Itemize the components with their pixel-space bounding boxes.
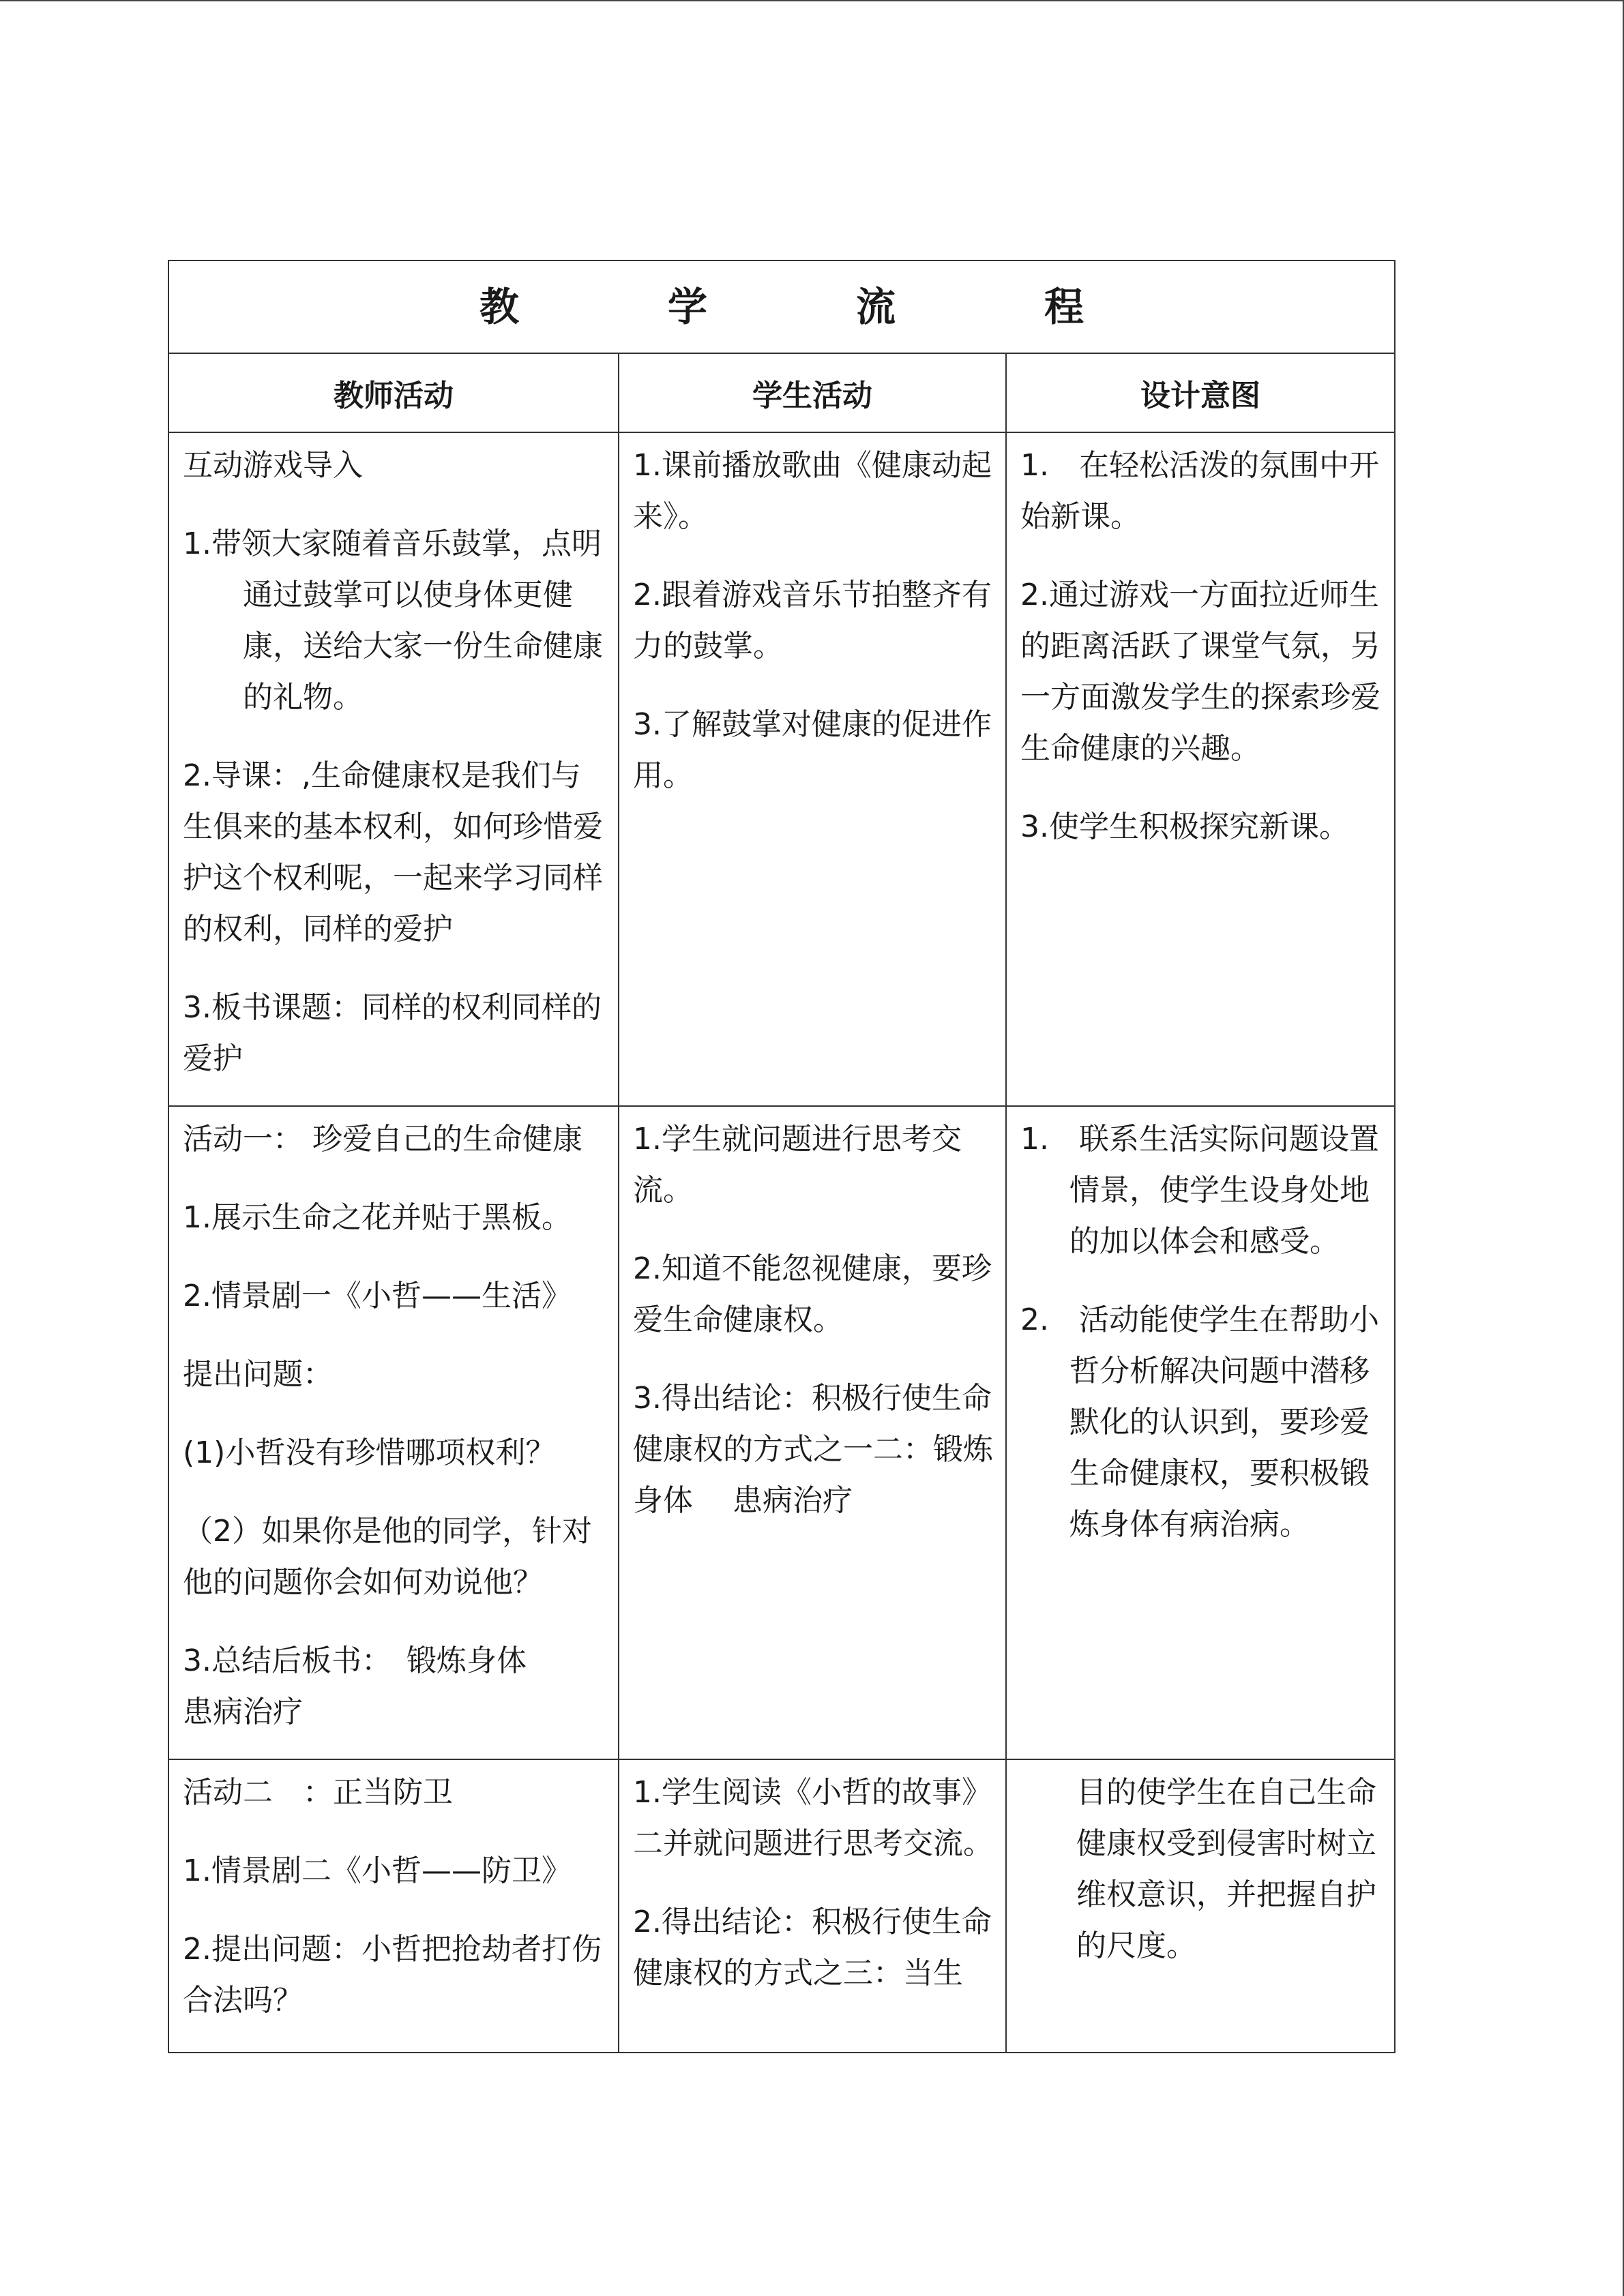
cell-paragraph: （2）如果你是他的同学，针对他的问题你会如何劝说他？	[183, 1514, 592, 1600]
cell-paragraph: 2.提出问题：小哲把抢劫者打伤合法吗？	[183, 1932, 602, 2018]
cell-paragraph: 互动游戏导入	[183, 448, 363, 483]
header-student-label: 学生活动	[752, 378, 872, 413]
cell-paragraph: 活动二 ：正当防卫	[183, 1775, 453, 1810]
cell-paragraph: 2. 活动能使学生在帮助小哲分析解决问题中潜移默化的认识到，要珍爱生命健康权，要积极锻炼身体有病治病。	[1020, 1302, 1379, 1542]
cell-paragraph: 2.得出结论：积极行使生命健康权的方式之三：当生	[633, 1905, 992, 1991]
teaching-flow-table	[168, 260, 1396, 2053]
cell-paragraph: 3.板书课题：同样的权利同样的爱护	[183, 990, 602, 1076]
cell-paragraph: 活动一： 珍爱自己的生命健康	[183, 1122, 582, 1157]
cell-paragraph: 2.通过游戏一方面拉近师生的距离活跃了课堂气氛，另一方面激发学生的探索珍爱生命健康的兴趣。	[1020, 578, 1381, 766]
cell-paragraph: 2.情景剧一《小哲——生活》	[183, 1279, 572, 1313]
student-cell	[619, 432, 1006, 1106]
cell-paragraph: 2.知道不能忽视健康，要珍爱生命健康权。	[633, 1251, 992, 1337]
table-row	[168, 1106, 1395, 1759]
cell-paragraph: 提出问题：	[183, 1357, 333, 1392]
header-teacher-label: 教师活动	[334, 378, 454, 413]
cell-paragraph: 1.学生就问题进行思考交流。	[633, 1122, 962, 1208]
cell-paragraph: 3.了解鼓掌对健康的促进作用。	[633, 707, 992, 793]
cell-paragraph: 2.跟着游戏音乐节拍整齐有力的鼓掌。	[633, 578, 992, 664]
header-row	[168, 353, 1395, 432]
teacher-cell	[168, 432, 619, 1106]
cell-paragraph: 2.导课：,生命健康权是我们与生俱来的基本权利，如何珍惜爱护这个权利呢，一起来学习同样的权利，同样的爱护	[183, 758, 603, 946]
cell-paragraph: 1. 在轻松活泼的氛围中开始新课。	[1020, 448, 1379, 534]
title-cell	[168, 260, 1395, 353]
design-cell	[1006, 1759, 1395, 2053]
page-border-top	[0, 0, 1624, 1]
cell-paragraph: 1.展示生命之花并贴于黑板。	[183, 1200, 572, 1235]
header-teacher	[168, 353, 619, 432]
cell-paragraph: 1.学生阅读《小哲的故事》二并就问题进行思考交流。	[633, 1775, 993, 1861]
cell-paragraph: 3.使学生积极探究新课。	[1020, 809, 1349, 844]
cell-paragraph: 1. 联系生活实际问题设置情景，使学生设身处地的加以体会和感受。	[1020, 1122, 1379, 1259]
cell-paragraph: 1.带领大家随着音乐鼓掌，点明通过鼓掌可以使身体更健康，送给大家一份生命健康的礼物。	[183, 526, 603, 715]
header-design	[1006, 353, 1395, 432]
cell-paragraph: 1.情景剧二《小哲——防卫》	[183, 1853, 572, 1888]
table-row	[168, 432, 1395, 1106]
student-cell	[619, 1759, 1006, 2053]
cell-paragraph: (1)小哲没有珍惜哪项权利？	[183, 1435, 556, 1470]
design-cell	[1006, 432, 1395, 1106]
table-title: 教 学 流 程	[479, 284, 1139, 330]
cell-paragraph: 3.总结后板书： 锻炼身体 患病治疗	[183, 1643, 587, 1729]
student-cell	[619, 1106, 1006, 1759]
design-cell	[1006, 1106, 1395, 1759]
teacher-cell	[168, 1759, 619, 2053]
cell-paragraph: 目的使学生在自己生命健康权受到侵害时树立维权意识，并把握自护的尺度。	[1076, 1775, 1376, 1963]
table-row	[168, 1759, 1395, 2053]
teacher-cell	[168, 1106, 619, 1759]
header-student	[619, 353, 1006, 432]
cell-paragraph: 1.课前播放歌曲《健康动起来》。	[633, 448, 992, 534]
cell-paragraph: 3.得出结论：积极行使生命健康权的方式之一二：锻炼身体 患病治疗	[633, 1381, 993, 1518]
title-row	[168, 260, 1395, 353]
header-design-label: 设计意图	[1140, 378, 1260, 413]
